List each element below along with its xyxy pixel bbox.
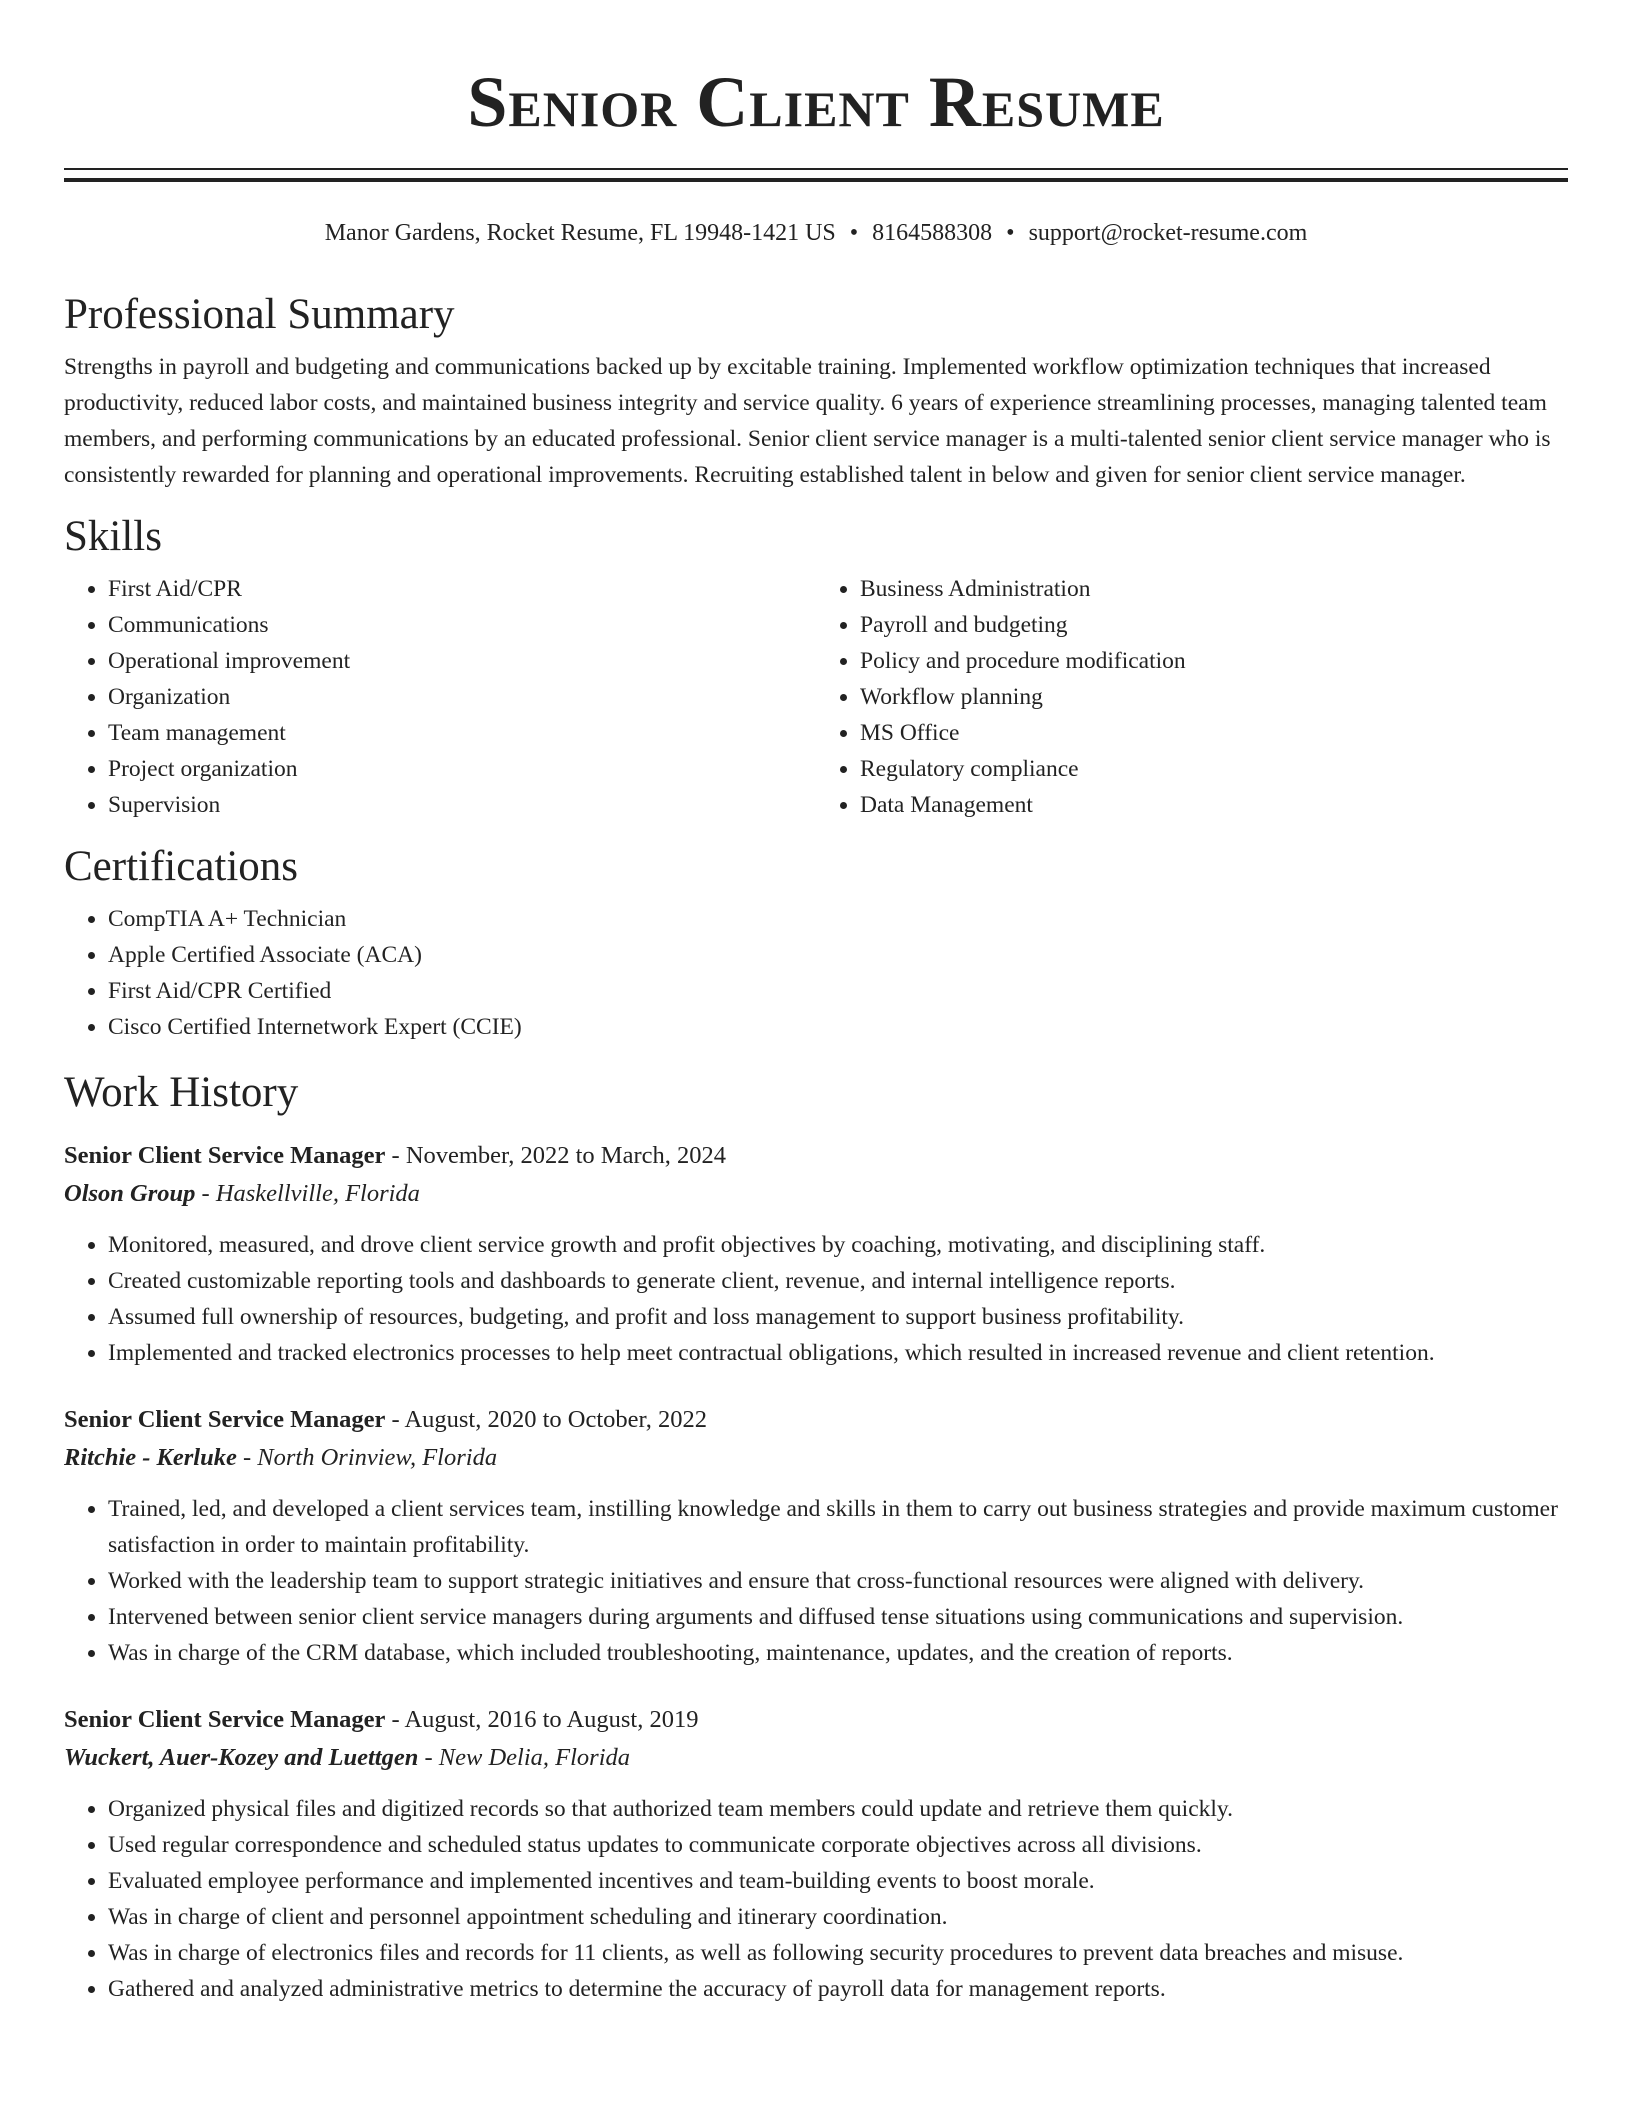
skill-item: • Business Administration [860,571,1568,607]
job-title-line: Senior Client Service Manager - August, 2016 to August, 2019 [64,1706,699,1733]
job-bullet: • Created customizable reporting tools and dashboards to generate client, revenue, and internal intelligence reports. [108,1263,1568,1299]
skill-item: • Operational improvement [108,643,816,679]
job-bullet: • Worked with the leadership team to support strategic initiatives and ensure that cross-functional resources were aligned with delivery. [108,1563,1568,1599]
summary-text: Strengths in payroll and budgeting and communications backed up by excitable training. Implemented workflow optimization techniques that increased productivity, reduced labor costs, and maintained business integrity and service quality. 6 years of experience streamlining processes, managing talented team members, and performing communications by an educated professional. Senior client service manager is a multi-talented senior client service manager who is consistently rewarded for planning and operational improvements. Recruiting established talent in below and given for senior client service manager. [64,354,1551,488]
job-title-line: Senior Client Service Manager - August, 2020 to October, 2022 [64,1406,707,1433]
job-bullet: • Implemented and tracked electronics processes to help meet contractual obligations, which resulted in increased revenue and client retention. [108,1335,1568,1371]
job-entry [64,1401,1568,1671]
title-divider [64,168,1568,182]
job-company: Olson Group [64,1180,196,1207]
summary-heading: Professional Summary [64,291,455,338]
skill-item: • Policy and procedure modification [860,643,1568,679]
skill-item: • Organization [108,679,816,715]
job-bullet: • Used regular correspondence and scheduled status updates to communicate corporate objectives across all divisions. [108,1827,1568,1863]
job-entry [64,1701,1568,2007]
resume-page [64,0,1568,2007]
job-title: Senior Client Service Manager [64,1142,386,1169]
job-bullet: • Was in charge of client and personnel appointment scheduling and itinerary coordination. [108,1899,1568,1935]
job-company-line: Ritchie - Kerluke - North Orinview, Florida [64,1444,498,1471]
job-title: Senior Client Service Manager [64,1406,386,1433]
job-bullets [64,1791,1568,2007]
job-bullet: • Trained, led, and developed a client services team, instilling knowledge and skills in them to carry out business strategies and provide maximum customer satisfaction in order to maintain profitability. [108,1491,1568,1563]
job-location: Haskellville, Florida [215,1180,420,1207]
contact-line [64,217,1568,249]
certification-item: • Apple Certified Associate (ACA) [108,937,1568,973]
job-bullet: • Gathered and analyzed administrative metrics to determine the accuracy of payroll data for management reports. [108,1971,1568,2007]
job-company: Ritchie - Kerluke [64,1444,237,1471]
skill-item: • Regulatory compliance [860,751,1568,787]
resume-title: Senior Client Resume [467,62,1165,142]
job-bullet: • Intervened between senior client service managers during arguments and diffused tense situations using communications and supervision. [108,1599,1568,1635]
certifications-list [64,901,1568,1045]
job-dates: August, 2020 to October, 2022 [404,1406,707,1433]
job-dates: August, 2016 to August, 2019 [404,1706,699,1733]
contact-separator: • [849,220,859,246]
certifications-heading: Certifications [64,843,299,890]
job-bullet: • Assumed full ownership of resources, budgeting, and profit and loss management to support business profitability. [108,1299,1568,1335]
skill-item: • Project organization [108,751,816,787]
job-location: New Delia, Florida [438,1744,631,1771]
job-dates: November, 2022 to March, 2024 [405,1142,726,1169]
skill-item: • Workflow planning [860,679,1568,715]
job-bullet: • Monitored, measured, and drove client service growth and profit objectives by coaching, motivating, and disciplining staff. [108,1227,1568,1263]
job-company-line: Wuckert, Auer-Kozey and Luettgen - New Delia, Florida [64,1744,631,1771]
job-bullet: • Organized physical files and digitized records so that authorized team members could update and retrieve them quickly. [108,1791,1568,1827]
skill-item: • Payroll and budgeting [860,607,1568,643]
skill-item: • Team management [108,715,816,751]
skills-columns [64,571,1568,823]
job-company-line: Olson Group - Haskellville, Florida [64,1180,420,1207]
skill-item: • MS Office [860,715,1568,751]
skills-heading: Skills [64,513,162,560]
job-bullet: • Was in charge of the CRM database, which included troubleshooting, maintenance, updates, and the creation of reports. [108,1635,1568,1671]
job-company: Wuckert, Auer-Kozey and Luettgen [64,1744,419,1771]
job-bullets [64,1491,1568,1671]
job-title: Senior Client Service Manager [64,1706,386,1733]
contact-phone: 8164588308 [872,220,993,246]
job-bullet: • Evaluated employee performance and implemented incentives and team-building events to boost morale. [108,1863,1568,1899]
job-entry [64,1137,1568,1371]
skills-list-right [816,571,1568,823]
job-location: North Orinview, Florida [257,1444,498,1471]
certification-item: • CompTIA A+ Technician [108,901,1568,937]
certification-item: • First Aid/CPR Certified [108,973,1568,1009]
job-bullets [64,1227,1568,1371]
skills-list-left [64,571,816,823]
skill-item: • First Aid/CPR [108,571,816,607]
job-title-line: Senior Client Service Manager - November, 2022 to March, 2024 [64,1142,726,1169]
skill-item: • Supervision [108,787,816,823]
skill-item: • Communications [108,607,816,643]
skill-item: • Data Management [860,787,1568,823]
contact-email[interactable]: support@rocket-resume.com [1028,220,1308,246]
certification-item: • Cisco Certified Internetwork Expert (CCIE) [108,1009,1568,1045]
job-bullet: • Was in charge of electronics files and records for 11 clients, as well as following security procedures to prevent data breaches and misuse. [108,1935,1568,1971]
contact-separator: • [1006,220,1015,246]
work-history-heading: Work History [64,1069,299,1116]
contact-address: Manor Gardens, Rocket Resume, FL 19948-1421 US [324,220,836,246]
